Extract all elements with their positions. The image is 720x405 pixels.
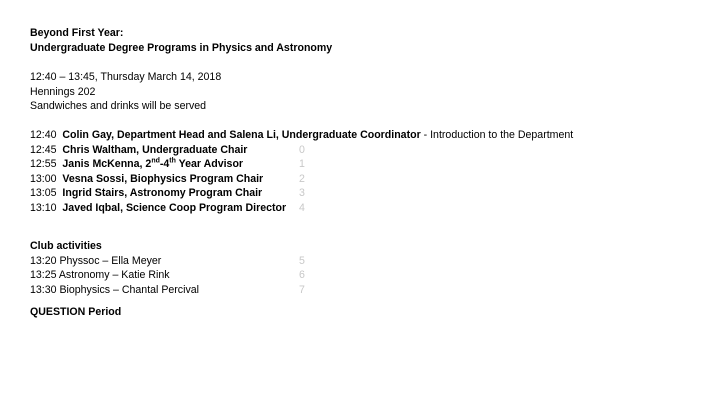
schedule-number: 4: [299, 201, 305, 214]
schedule-time: 12:55: [30, 158, 57, 171]
club-text: 13:20 Physsoc – Ella Meyer: [30, 254, 162, 267]
event-info: [30, 70, 221, 114]
schedule-number: 1: [299, 158, 305, 171]
ordinal-suffix: nd: [151, 157, 160, 165]
schedule-number: 2: [299, 172, 305, 185]
club-item: [30, 268, 305, 283]
event-location: Hennings 202: [30, 85, 96, 98]
club-number: 7: [299, 283, 305, 296]
event-food: Sandwiches and drinks will be served: [30, 100, 207, 113]
schedule-item: [30, 186, 573, 201]
title-line-2: Undergraduate Degree Programs in Physics and Astronomy: [30, 41, 333, 54]
schedule-time: 13:05: [30, 187, 57, 200]
schedule-time: 12:45: [30, 143, 57, 156]
event-time: 12:40 – 13:45, Thursday March 14, 2018: [30, 71, 222, 83]
schedule-item: [30, 172, 573, 187]
schedule-speaker: Colin Gay, Department Head and Salena Li, Undergraduate Coordinator: [62, 129, 421, 141]
club-text: 13:30 Biophysics – Chantal Percival: [30, 283, 200, 296]
schedule-time: 13:10: [30, 201, 57, 214]
schedule-speaker: Vesna Sossi, Biophysics Program Chair: [62, 172, 264, 185]
ordinal-suffix: th: [169, 157, 176, 165]
schedule-speaker: Ingrid Stairs, Astronomy Program Chair: [62, 187, 263, 200]
schedule-time: 12:40: [30, 129, 57, 141]
club-item: [30, 283, 305, 298]
club-item: [30, 254, 305, 269]
schedule-number: 0: [299, 143, 305, 156]
speaker-name: Janis McKenna, 2: [62, 158, 152, 171]
title-line-1: Beyond First Year:: [30, 27, 124, 39]
schedule-speaker: Chris Waltham, Undergraduate Chair: [62, 143, 248, 156]
schedule-item: [30, 157, 573, 172]
club-heading: Club activities: [30, 240, 102, 252]
title-block: [30, 26, 332, 55]
club-activities: [30, 239, 305, 297]
schedule-speaker: [62, 158, 243, 170]
club-number: 6: [299, 269, 305, 282]
schedule-item: [30, 201, 573, 216]
club-number: 5: [299, 254, 305, 267]
speaker-range: -4: [159, 158, 170, 171]
club-text: 13:25 Astronomy – Katie Rink: [30, 269, 170, 282]
schedule: [30, 128, 573, 216]
schedule-number: 3: [299, 187, 305, 200]
schedule-time: 13:00: [30, 172, 57, 185]
schedule-topic: - Introduction to the Department: [420, 129, 574, 141]
schedule-speaker: Javed Iqbal, Science Coop Program Director: [62, 201, 287, 214]
speaker-role: Year Advisor: [175, 158, 244, 171]
schedule-item: [30, 143, 573, 158]
schedule-intro: [30, 128, 573, 143]
question-period: QUESTION Period: [30, 306, 122, 318]
